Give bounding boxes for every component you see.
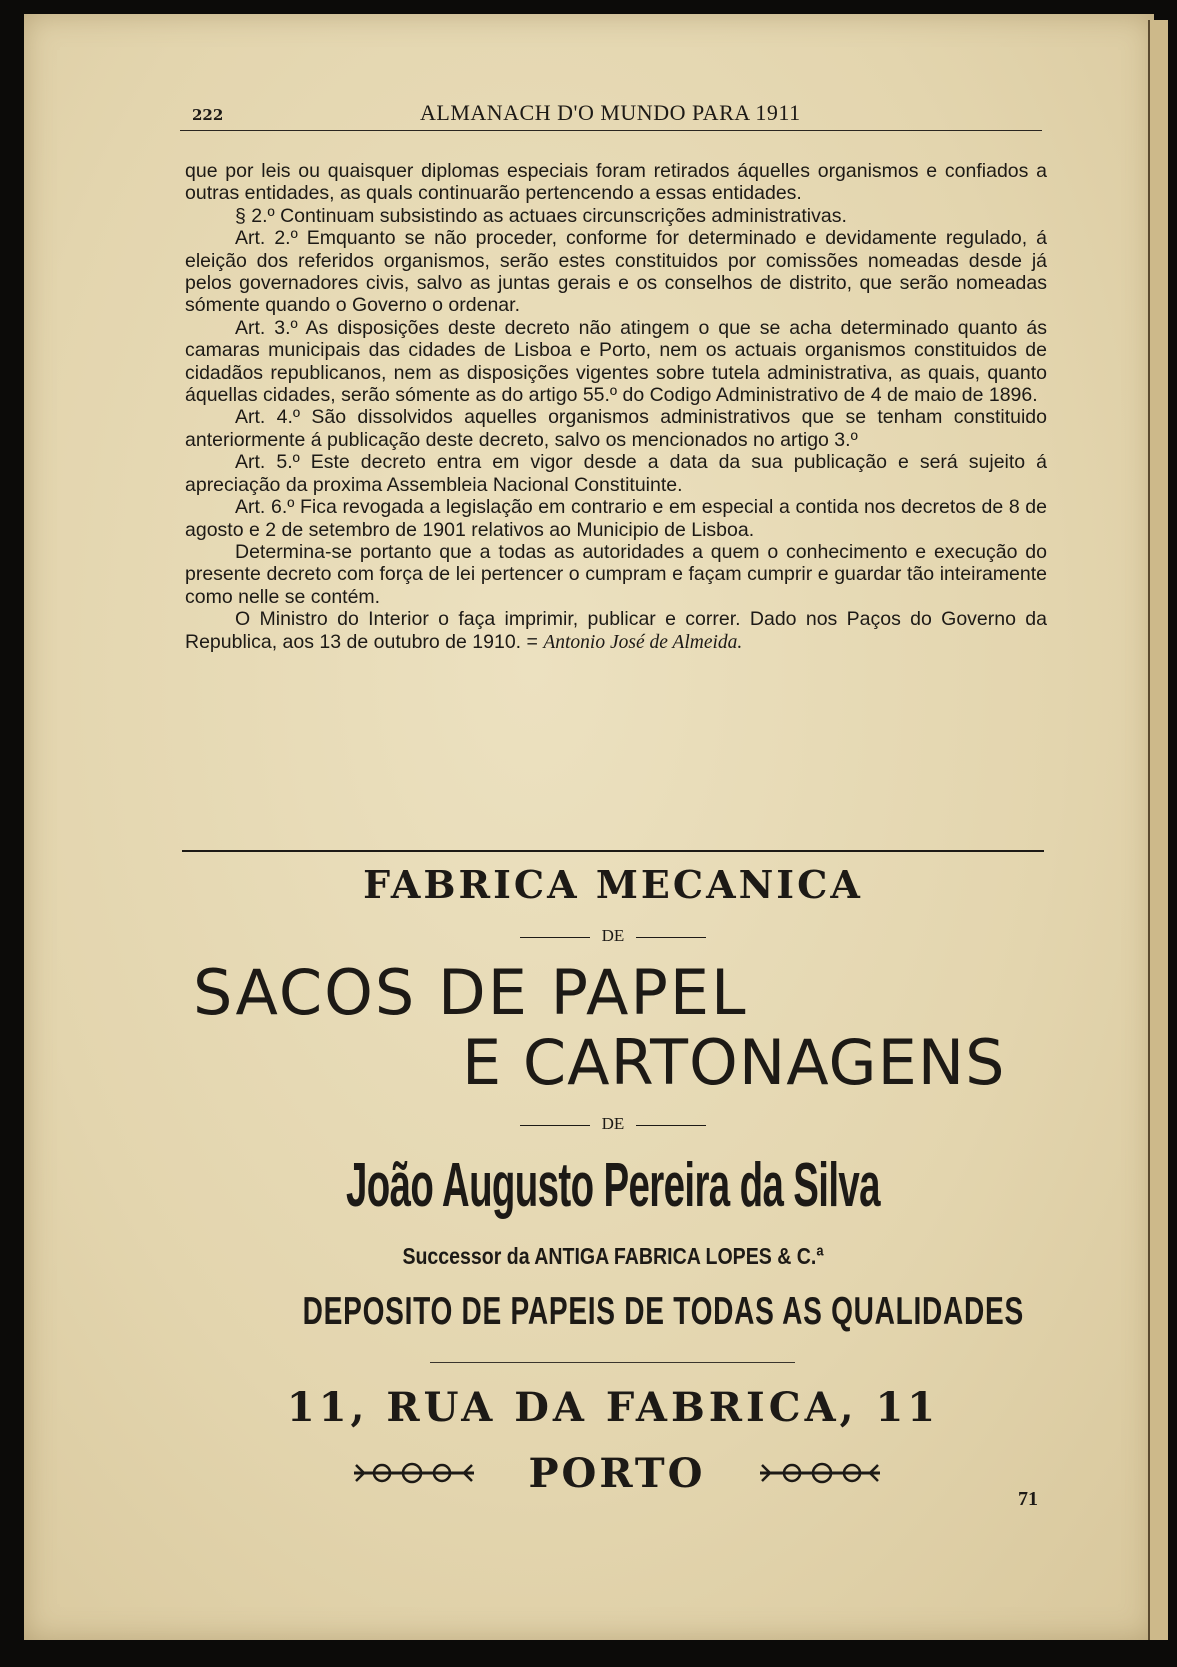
ad-address: 11, RUA DA FABRICA, 11 xyxy=(286,1384,940,1431)
ad-successor: Successor da ANTIGA FABRICA LOPES & C.ª xyxy=(402,1243,824,1269)
page-number: 222 xyxy=(192,106,224,124)
paragraph-1: que por leis ou quaisquer diplomas especiais foram retirados áquelles organismos e confiados a outras entidades, as quals continuarão pertencendo a essas entidades. xyxy=(185,160,1047,205)
paragraph-5: Art. 4.º São dissolvidos aquelles organismos administrativos que se tenham constituido anteriormente á publicação deste decreto, salvo os mencionados no artigo 3.º xyxy=(185,406,1047,451)
paragraph-9 xyxy=(185,608,1047,654)
separator-line xyxy=(636,937,706,938)
de-label: DE xyxy=(601,926,625,945)
ad-deposit: DEPOSITO DE PAPEIS DE TODAS AS QUALIDADES xyxy=(302,1290,1024,1333)
paragraph-8: Determina-se portanto que a todas as autoridades a quem o conhecimento e execução do presente decreto com força de lei pertencer o cumpram e façam cumprir e guardar tão inteiramente como nelle se contém. xyxy=(185,540,1047,608)
decree-text xyxy=(185,160,1047,654)
separator-line xyxy=(520,1125,590,1126)
page-edge xyxy=(1148,20,1168,1640)
ornament-left-icon xyxy=(352,1460,476,1486)
signature: Antonio José de Almeida. xyxy=(543,631,743,653)
ad-city-row xyxy=(352,1450,882,1496)
de-separator-1 xyxy=(182,926,1044,946)
advertisement-top-rule xyxy=(182,850,1044,852)
ad-headline-line-2: E CARTONAGENS xyxy=(462,1026,1006,1099)
separator-line xyxy=(520,937,590,938)
ad-city: PORTO xyxy=(528,1450,706,1497)
ad-owner-name: João Augusto Pereira da Silva xyxy=(346,1151,880,1220)
ad-headline-line-1: SACOS DE PAPEL xyxy=(193,956,748,1029)
paragraph-4: Art. 3.º As disposições deste decreto não atingem o que se acha determinado quanto ás camaras municipais das cidades de Lisboa e Porto, nem os actuais organismos constituidos de cidadãos republicanos, nem as disposições vigentes sobre tutela administrativa, as quais, quanto áquellas cidades, serão sómente as do artigo 55.º do Codigo Administrativo de 4 de maio de 1896. xyxy=(185,316,1047,407)
paragraph-6: Art. 5.º Este decreto entra em vigor desde a data da sua publicação e será sujeito á apreciação da proxima Assembleia Nacional Constituinte. xyxy=(185,451,1047,496)
running-header xyxy=(180,96,1042,131)
de-separator-2 xyxy=(182,1114,1044,1134)
ad-title: FABRICA MECANICA xyxy=(363,862,863,907)
closing-text: O Ministro do Interior o faça imprimir, publicar e correr. Dado nos Paços do Governo da Republica, aos 13 de outubro de 1910. = xyxy=(185,608,1047,653)
paragraph-3: Art. 2.º Emquanto se não proceder, conforme for determinado e devidamente regulado, á eleição dos referidos organismos, serão estes constituidos por comissões nomeadas desde já pelos governadores civis, salvo as juntas gerais e os conselhos de distrito, que serão nomeadas sómente quando o Governo o ordenar. xyxy=(185,227,1047,317)
de-label: DE xyxy=(601,1114,625,1133)
ad-thin-rule xyxy=(430,1362,795,1363)
header-title: ALMANACH D'O MUNDO PARA 1911 xyxy=(420,100,801,125)
ad-code-number: 71 xyxy=(1018,1488,1038,1510)
separator-line xyxy=(636,1125,706,1126)
paragraph-7: Art. 6.º Fica revogada a legislação em contrario e em especial a contida nos decretos de 8 de agosto e 2 de setembro de 1901 relativos ao Municipio de Lisboa. xyxy=(185,496,1047,541)
ornament-right-icon xyxy=(758,1460,882,1486)
paragraph-2: § 2.º Continuam subsistindo as actuaes circunscrições administrativas. xyxy=(235,204,847,227)
